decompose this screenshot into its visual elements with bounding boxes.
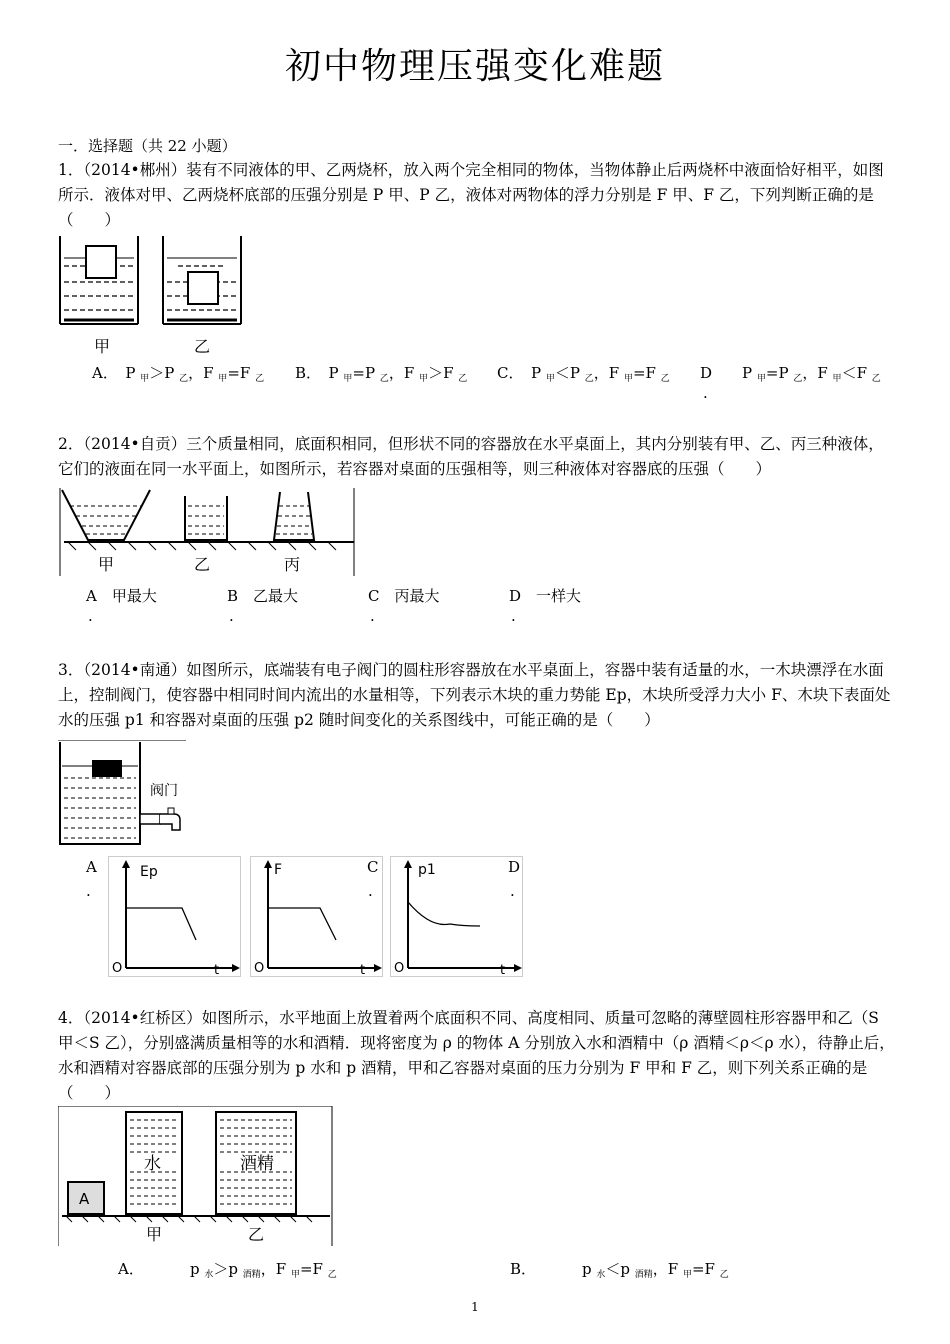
- q3-option-a: A: [86, 858, 97, 876]
- q4-block-label: A: [79, 1190, 90, 1208]
- q3-figure: [58, 740, 188, 848]
- q2-option-b: B 乙最大: [227, 587, 299, 605]
- q2-figure: [58, 488, 356, 578]
- q3-graph-p1-xlabel: t: [500, 963, 506, 978]
- q3-valve-label: 阀门: [150, 783, 178, 799]
- q2-dot-d: .: [511, 607, 516, 625]
- q3-graph-ep-ylabel: Ep: [140, 864, 158, 880]
- question-2-text: 2．（2014•自贡）三个质量相同，底面积相同，但形状不同的容器放在水平桌面上，其内分别装有甲、乙、丙三种液体，它们的液面在同一水平面上，如图所示，若容器对桌面的压强相等，则三种液体对容器底的压强（ ）: [58, 435, 884, 478]
- q4-option-a-letter: A．: [118, 1260, 144, 1278]
- q3-option-d: D: [508, 858, 521, 876]
- q3-graph-ep-xlabel: t: [214, 963, 220, 978]
- q4-alcohol-label: 酒精: [240, 1154, 274, 1174]
- q2-label-yi: 乙: [194, 555, 211, 574]
- q4-option-b-letter: B．: [510, 1260, 537, 1278]
- q3-graph-f-origin: O: [254, 961, 265, 976]
- q1-label-jia: 甲: [94, 337, 111, 356]
- q2-option-c: C 丙最大: [368, 587, 440, 605]
- q1-option-d: D P $_甲$=P $_乙$，F $_甲$＜F $_乙$: [700, 364, 881, 384]
- question-4-text: 4．（2014•红桥区）如图所示，水平地面上放置着两个底面积不同、高度相同、质量可忽略的薄壁圆柱形容器甲和乙（S 甲＜S 乙），分别盛满质量相等的水和酒精．现将密度为 ρ 的物体 A 分别放入水和酒精中（ρ 酒精＜ρ＜ρ 水），待静止后，水和酒精对容器底部的压强分别为 p 水和 p 酒精，甲和乙容器对桌面的压力分别为 F 甲和 F 乙，则下列关系正确的是（ ）: [58, 1009, 895, 1102]
- q3-graph-ep: [108, 856, 242, 978]
- q3-dot-a: .: [86, 882, 91, 900]
- q2-option-a: A 甲最大: [86, 587, 157, 605]
- q4-label-yi: 乙: [248, 1225, 265, 1244]
- q3-graph-f: [250, 856, 384, 978]
- question-1-text: 1．（2014•郴州）装有不同液体的甲、乙两烧杯，放入两个完全相同的物体，当物体静止后两烧杯中液面恰好相平，如图所示．液体对甲、乙两烧杯底部的压强分别是 P 甲、P 乙，液体对两物体的浮力分别是 F 甲、F 乙，下列判断正确的是（ ）: [58, 161, 884, 229]
- section-heading: 一．选择题（共 22 小题）: [58, 137, 237, 155]
- q4-option-b: p $_水$＜p $_{酒精}$，F $_甲$=F $_乙$: [582, 1260, 729, 1280]
- q2-dot-c: .: [370, 607, 375, 625]
- q1-option-d-dot: .: [703, 384, 708, 402]
- q2-dot-b: .: [229, 607, 234, 625]
- question-3-text: 3．（2014•南通）如图所示，底端装有电子阀门的圆柱形容器放在水平桌面上，容器中装有适量的水，一木块漂浮在水面上，控制阀门，使容器中相同时间内流出的水量相等，下列表示木块的重力势能 Ep，木块所受浮力大小 F、木块下表面处水的压强 p1 和容器对桌面的压强 p2 随时间变化的关系图线中，可能正确的是（ ）: [58, 661, 891, 729]
- q2-label-jia: 甲: [98, 555, 115, 574]
- q3-option-c: C: [367, 858, 379, 876]
- q3-graph-f-xlabel: t: [360, 963, 366, 978]
- q3-dot-c: .: [368, 882, 373, 900]
- q1-figure: [58, 236, 246, 358]
- q1-label-yi: 乙: [194, 337, 211, 356]
- page-title: 初中物理压强变化难题: [284, 46, 665, 87]
- q1-option-c: C． P $_甲$＜P $_乙$，F $_甲$=F $_乙$: [497, 364, 670, 384]
- q2-dot-a: .: [88, 607, 93, 625]
- q3-graph-p1: [390, 856, 524, 978]
- q2-option-d: D 一样大: [509, 587, 582, 605]
- q4-water-label: 水: [144, 1154, 161, 1174]
- q3-graph-f-ylabel: F: [274, 862, 283, 878]
- q3-graph-ep-origin: O: [112, 961, 123, 976]
- q4-option-a: p $_水$＞p $_{酒精}$，F $_甲$=F $_乙$: [190, 1260, 337, 1280]
- q1-option-a: A． P $_甲$＞P $_乙$，F $_甲$=F $_乙$: [92, 364, 265, 384]
- q3-graph-p1-ylabel: p1: [418, 862, 436, 878]
- q1-option-b: B． P $_甲$=P $_乙$，F $_甲$＞F $_乙$: [295, 364, 468, 384]
- page-number: 1: [471, 1300, 479, 1314]
- q4-label-jia: 甲: [146, 1225, 163, 1244]
- q4-figure: [58, 1106, 334, 1248]
- q3-dot-d: .: [510, 882, 515, 900]
- q3-graph-p1-origin: O: [394, 961, 405, 976]
- q2-label-bing: 丙: [284, 555, 301, 574]
